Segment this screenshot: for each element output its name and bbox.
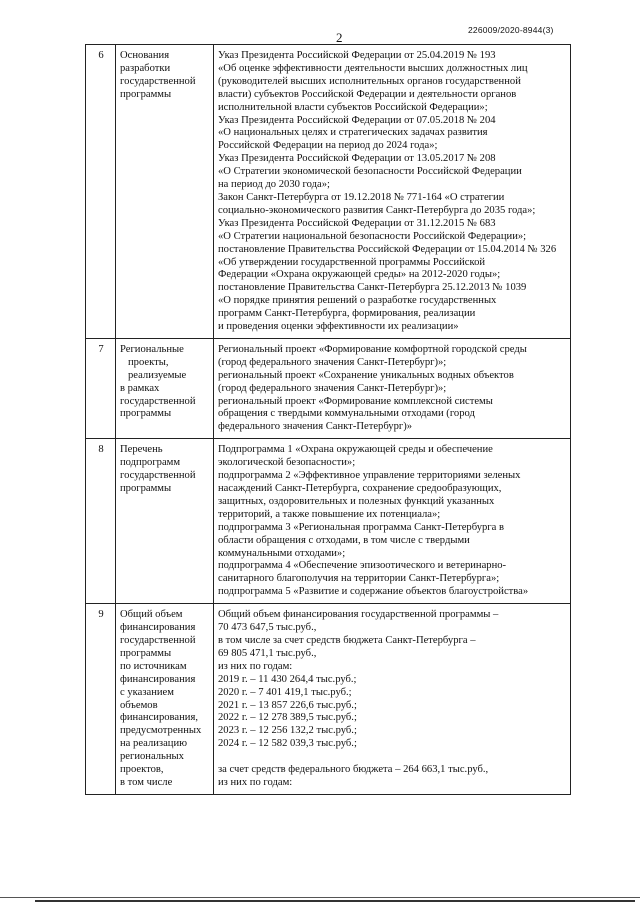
content-line: региональный проект «Формирование комплексной системы <box>218 395 493 407</box>
content-line: Указ Президента Российской Федерации от 13.05.2017 № 208 <box>218 153 496 165</box>
content-line: насаждений Санкт-Петербурга, сохранение средообразующих, <box>218 483 502 494</box>
page-number: 2 <box>336 30 343 45</box>
label-line: с указанием <box>120 686 174 698</box>
row-label <box>116 45 214 339</box>
table-row <box>86 604 571 795</box>
content-line: 2019 г. – 11 430 264,4 тыс.руб.; <box>218 673 357 685</box>
label-line: по источникам <box>120 660 187 672</box>
label-line: разработки <box>120 62 171 74</box>
label-line: региональных <box>120 751 184 763</box>
content-line: 2024 г. – 12 582 039,3 тыс.руб.; <box>218 738 357 750</box>
content-line: Общий объем финансирования государственной программы – <box>218 609 499 621</box>
content-line: коммунальными отходами»; <box>218 547 346 559</box>
label-line: финансирования, <box>120 712 198 724</box>
content-line: «О Стратегии национальной безопасности Российской Федерации»; <box>218 230 527 242</box>
content-line: Указ Президента Российской Федерации от 07.05.2018 № 204 <box>218 114 496 126</box>
content-line: подпрограмма 5 «Развитие и содержание объектов благоустройства» <box>218 586 529 598</box>
label-line: в рамках <box>120 382 160 394</box>
content-line: санитарного благополучия на территории Санкт-Петербурга»; <box>218 573 500 585</box>
content-line: 2021 г. – 13 857 226,6 тыс.руб.; <box>218 699 357 711</box>
row-label <box>116 338 214 438</box>
label-line: государственной <box>120 75 196 87</box>
label-line: Общий объем <box>120 609 183 621</box>
label-line: предусмотренных <box>120 725 202 737</box>
row-number: 7 <box>86 338 116 438</box>
content-line: социально-экономического развития Санкт-Петербурга до 2035 года»; <box>218 204 536 216</box>
table-row <box>86 338 571 438</box>
label-line: проектов, <box>120 764 164 776</box>
row-content <box>214 604 571 795</box>
content-line: власти) субъектов Российской Федерации и деятельности органов <box>218 88 517 100</box>
content-line: обращения с твердыми коммунальными отходами (город <box>218 408 475 420</box>
label-line: Перечень <box>120 444 163 456</box>
label-line: Региональные <box>120 343 184 355</box>
content-line: 70 473 647,5 тыс.руб., <box>218 622 317 634</box>
label-line: государственной <box>120 395 196 407</box>
row-content <box>214 45 571 339</box>
table-row <box>86 439 571 604</box>
content-line: подпрограмма 4 «Обеспечение эпизоотического и ветеринарно- <box>218 560 507 572</box>
content-line: Закон Санкт-Петербурга от 19.12.2018 № 771-164 «О стратегии <box>218 191 505 203</box>
content-line: области обращения с отходами, в том числе с твердыми <box>218 534 470 546</box>
content-line: в том числе за счет средств бюджета Санкт-Петербурга – <box>218 634 476 646</box>
content-line: и проведения оценки эффективности их реализации» <box>218 321 459 333</box>
document-id: 226009/2020-8944(3) <box>468 25 554 35</box>
program-passport-table <box>85 44 571 795</box>
content-line: экологической безопасности»; <box>218 457 356 469</box>
label-line: финансирования <box>120 622 196 634</box>
row-label <box>116 604 214 795</box>
content-line: региональный проект «Сохранение уникальных водных объектов <box>218 369 514 381</box>
label-line: программы <box>120 647 172 659</box>
row-content <box>214 338 571 438</box>
content-line: из них по годам: <box>218 776 293 788</box>
content-line: Указ Президента Российской Федерации от 25.04.2019 № 193 <box>218 50 496 61</box>
label-line: объемов <box>120 699 158 711</box>
content-line: «О порядке принятия решений о разработке государственных <box>218 295 497 307</box>
content-line: на период до 2030 года»; <box>218 179 330 191</box>
content-line: Указ Президента Российской Федерации от 31.12.2015 № 683 <box>218 217 496 229</box>
content-line: защитных, оздоровительных и полезных функций указанных <box>218 495 495 507</box>
content-line: федерального значения Санкт-Петербург)» <box>218 421 413 433</box>
row-number: 6 <box>86 45 116 339</box>
content-line: постановление Правительства Санкт-Петербурга 25.12.2013 № 1039 <box>218 282 527 294</box>
content-line: 2023 г. – 12 256 132,2 тыс.руб.; <box>218 725 357 737</box>
bottom-border-line <box>35 900 635 902</box>
label-line: Основания <box>120 50 170 61</box>
label-line: государственной <box>120 470 196 482</box>
content-line: Подпрограмма 1 «Охрана окружающей среды и обеспечение <box>218 444 493 456</box>
content-line: «Об оценке эффективности деятельности высших должностных лиц <box>218 62 528 74</box>
label-line: реализуемые <box>128 369 187 381</box>
row-number: 8 <box>86 439 116 604</box>
content-line: (город федерального значения Санкт-Петербург)»; <box>218 356 447 368</box>
bottom-scan-line <box>0 897 640 898</box>
content-line: за счет средств федерального бюджета – 264 663,1 тыс.руб., <box>218 764 489 776</box>
content-line: из них по годам: <box>218 660 293 672</box>
content-line: «Об утверждении государственной программы Российской <box>218 256 486 268</box>
row-content <box>214 439 571 604</box>
label-line: финансирования <box>120 673 196 685</box>
label-line: государственной <box>120 634 196 646</box>
content-line: 2022 г. – 12 278 389,5 тыс.руб.; <box>218 712 357 724</box>
content-line: исполнительной власти субъектов Российской Федерации»; <box>218 101 488 113</box>
content-line: 69 805 471,1 тыс.руб., <box>218 647 317 659</box>
label-line: программы <box>120 88 172 100</box>
content-line: программ Санкт-Петербурга, формирования, реализации <box>218 308 476 320</box>
content-line: «О Стратегии экономической безопасности Российской Федерации <box>218 166 522 178</box>
content-line: 2020 г. – 7 401 419,1 тыс.руб.; <box>218 686 352 698</box>
label-line: подпрограмм <box>120 457 181 469</box>
label-line: программы <box>120 408 172 420</box>
content-line: Региональный проект «Формирование комфортной городской среды <box>218 343 527 355</box>
label-line: проекты, <box>128 356 169 368</box>
content-line <box>218 751 567 764</box>
content-line: подпрограмма 3 «Региональная программа Санкт-Петербурга в <box>218 521 504 533</box>
label-line: на реализацию <box>120 738 188 750</box>
label-line: программы <box>120 483 172 494</box>
content-line: постановление Правительства Российской Федерации от 15.04.2014 № 326 <box>218 243 557 255</box>
row-label <box>116 439 214 604</box>
content-line: (город федерального значения Санкт-Петербург)»; <box>218 382 447 394</box>
content-line: «О национальных целях и стратегических задачах развития <box>218 127 488 139</box>
content-line: Российской Федерации на период до 2024 года»; <box>218 140 438 152</box>
row-number: 9 <box>86 604 116 795</box>
table-row <box>86 45 571 339</box>
content-line: подпрограмма 2 «Эффективное управление территориями зеленых <box>218 470 521 482</box>
content-line: (руководителей высших исполнительных органов государственной <box>218 75 521 87</box>
content-line: территорий, а также повышение их потенциала»; <box>218 508 441 520</box>
content-line: Федерации «Охрана окружающей среды» на 2012-2020 годы»; <box>218 269 501 281</box>
label-line: в том числе <box>120 776 173 788</box>
